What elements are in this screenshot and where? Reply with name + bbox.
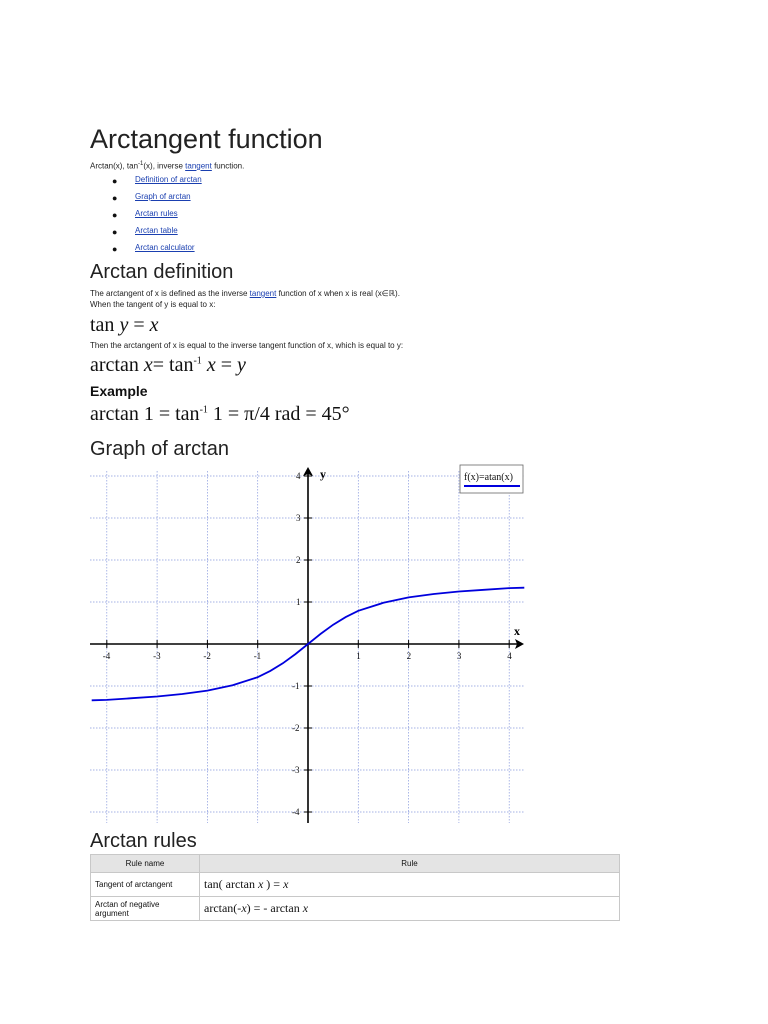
formula-arctan-x: $\arctan x= \tan^{-1} x = y$ [90, 354, 246, 376]
toc-link-calculator[interactable]: Arctan calculator [135, 243, 195, 252]
x-tick-label: -2 [203, 651, 211, 661]
bullet-icon: ● [112, 227, 118, 237]
bullet-icon: ● [112, 244, 118, 254]
y-tick-label: 2 [296, 555, 301, 565]
bullet-icon: ● [112, 210, 118, 220]
x-tick-label: 2 [406, 651, 412, 661]
example-label: Example [90, 383, 148, 399]
y-tick-label: -2 [292, 723, 300, 733]
table-row [91, 897, 620, 921]
definition-heading: Arctan definition [90, 261, 234, 283]
x-tick-label: -1 [253, 651, 262, 661]
rule-name-cell: Tangent of arctangent [91, 873, 200, 897]
bullet-icon: ● [112, 176, 118, 186]
toc-link-table[interactable]: Arctan table [135, 226, 178, 235]
legend-label: f(x)=atan(x) [464, 472, 513, 483]
table-header-row [91, 855, 620, 873]
x-tick-label: 1 [356, 651, 361, 661]
arctan-graph [88, 463, 528, 825]
definition-paragraph-2: Then the arctangent of x is equal to the inverse tangent function of x, which is equal to y: [90, 341, 404, 350]
intro-text: Arctan(x), $\tan^{-1}(x)$, inverse tangent function. [90, 161, 245, 171]
y-tick-label: -1 [292, 681, 300, 691]
table-row [91, 873, 620, 897]
y-axis-label: y [320, 467, 326, 481]
toc-link-definition[interactable]: Definition of arctan [135, 175, 202, 184]
graph-heading: Graph of arctan [90, 438, 229, 460]
y-tick-label: -3 [292, 765, 300, 775]
rules-table [90, 854, 620, 921]
y-tick-label: 4 [296, 471, 301, 481]
x-axis-label: x [514, 624, 520, 638]
y-tick-label: -4 [292, 807, 300, 817]
rule-formula-cell: tan( arctan x ) = x [200, 873, 620, 897]
toc-link-graph[interactable]: Graph of arctan [135, 192, 191, 201]
tangent-link[interactable]: tangent [185, 161, 212, 171]
page-title: Arctangent function [90, 124, 323, 154]
formula-example: $\arctan 1 = \tan^{-1} 1 = \pi/4$ rad = 45° [90, 403, 350, 425]
x-tick-label: 3 [456, 651, 462, 661]
definition-paragraph: The arctangent of x is defined as the inverse tangent function of x when x is real (x∈ℝ). When the tangent of y is equal to x: [90, 289, 400, 309]
x-tick-label: 4 [507, 651, 512, 661]
column-header-rule-name: Rule name [91, 855, 200, 873]
y-tick-label: 3 [296, 513, 301, 523]
rule-name-cell: Arctan of negative argument [91, 897, 200, 921]
y-tick-label: 1 [296, 597, 301, 607]
formula-tan-y: tan y = x [90, 314, 159, 336]
tangent-link-2[interactable]: tangent [249, 289, 277, 298]
bullet-icon: ● [112, 193, 118, 203]
x-tick-label: -3 [153, 651, 161, 661]
column-header-rule: Rule [200, 855, 620, 873]
rules-heading: Arctan rules [90, 830, 197, 852]
x-tick-label: -4 [102, 651, 111, 661]
rule-formula-cell: arctan(-x) = - arctan x [200, 897, 620, 921]
toc-link-rules[interactable]: Arctan rules [135, 209, 178, 218]
